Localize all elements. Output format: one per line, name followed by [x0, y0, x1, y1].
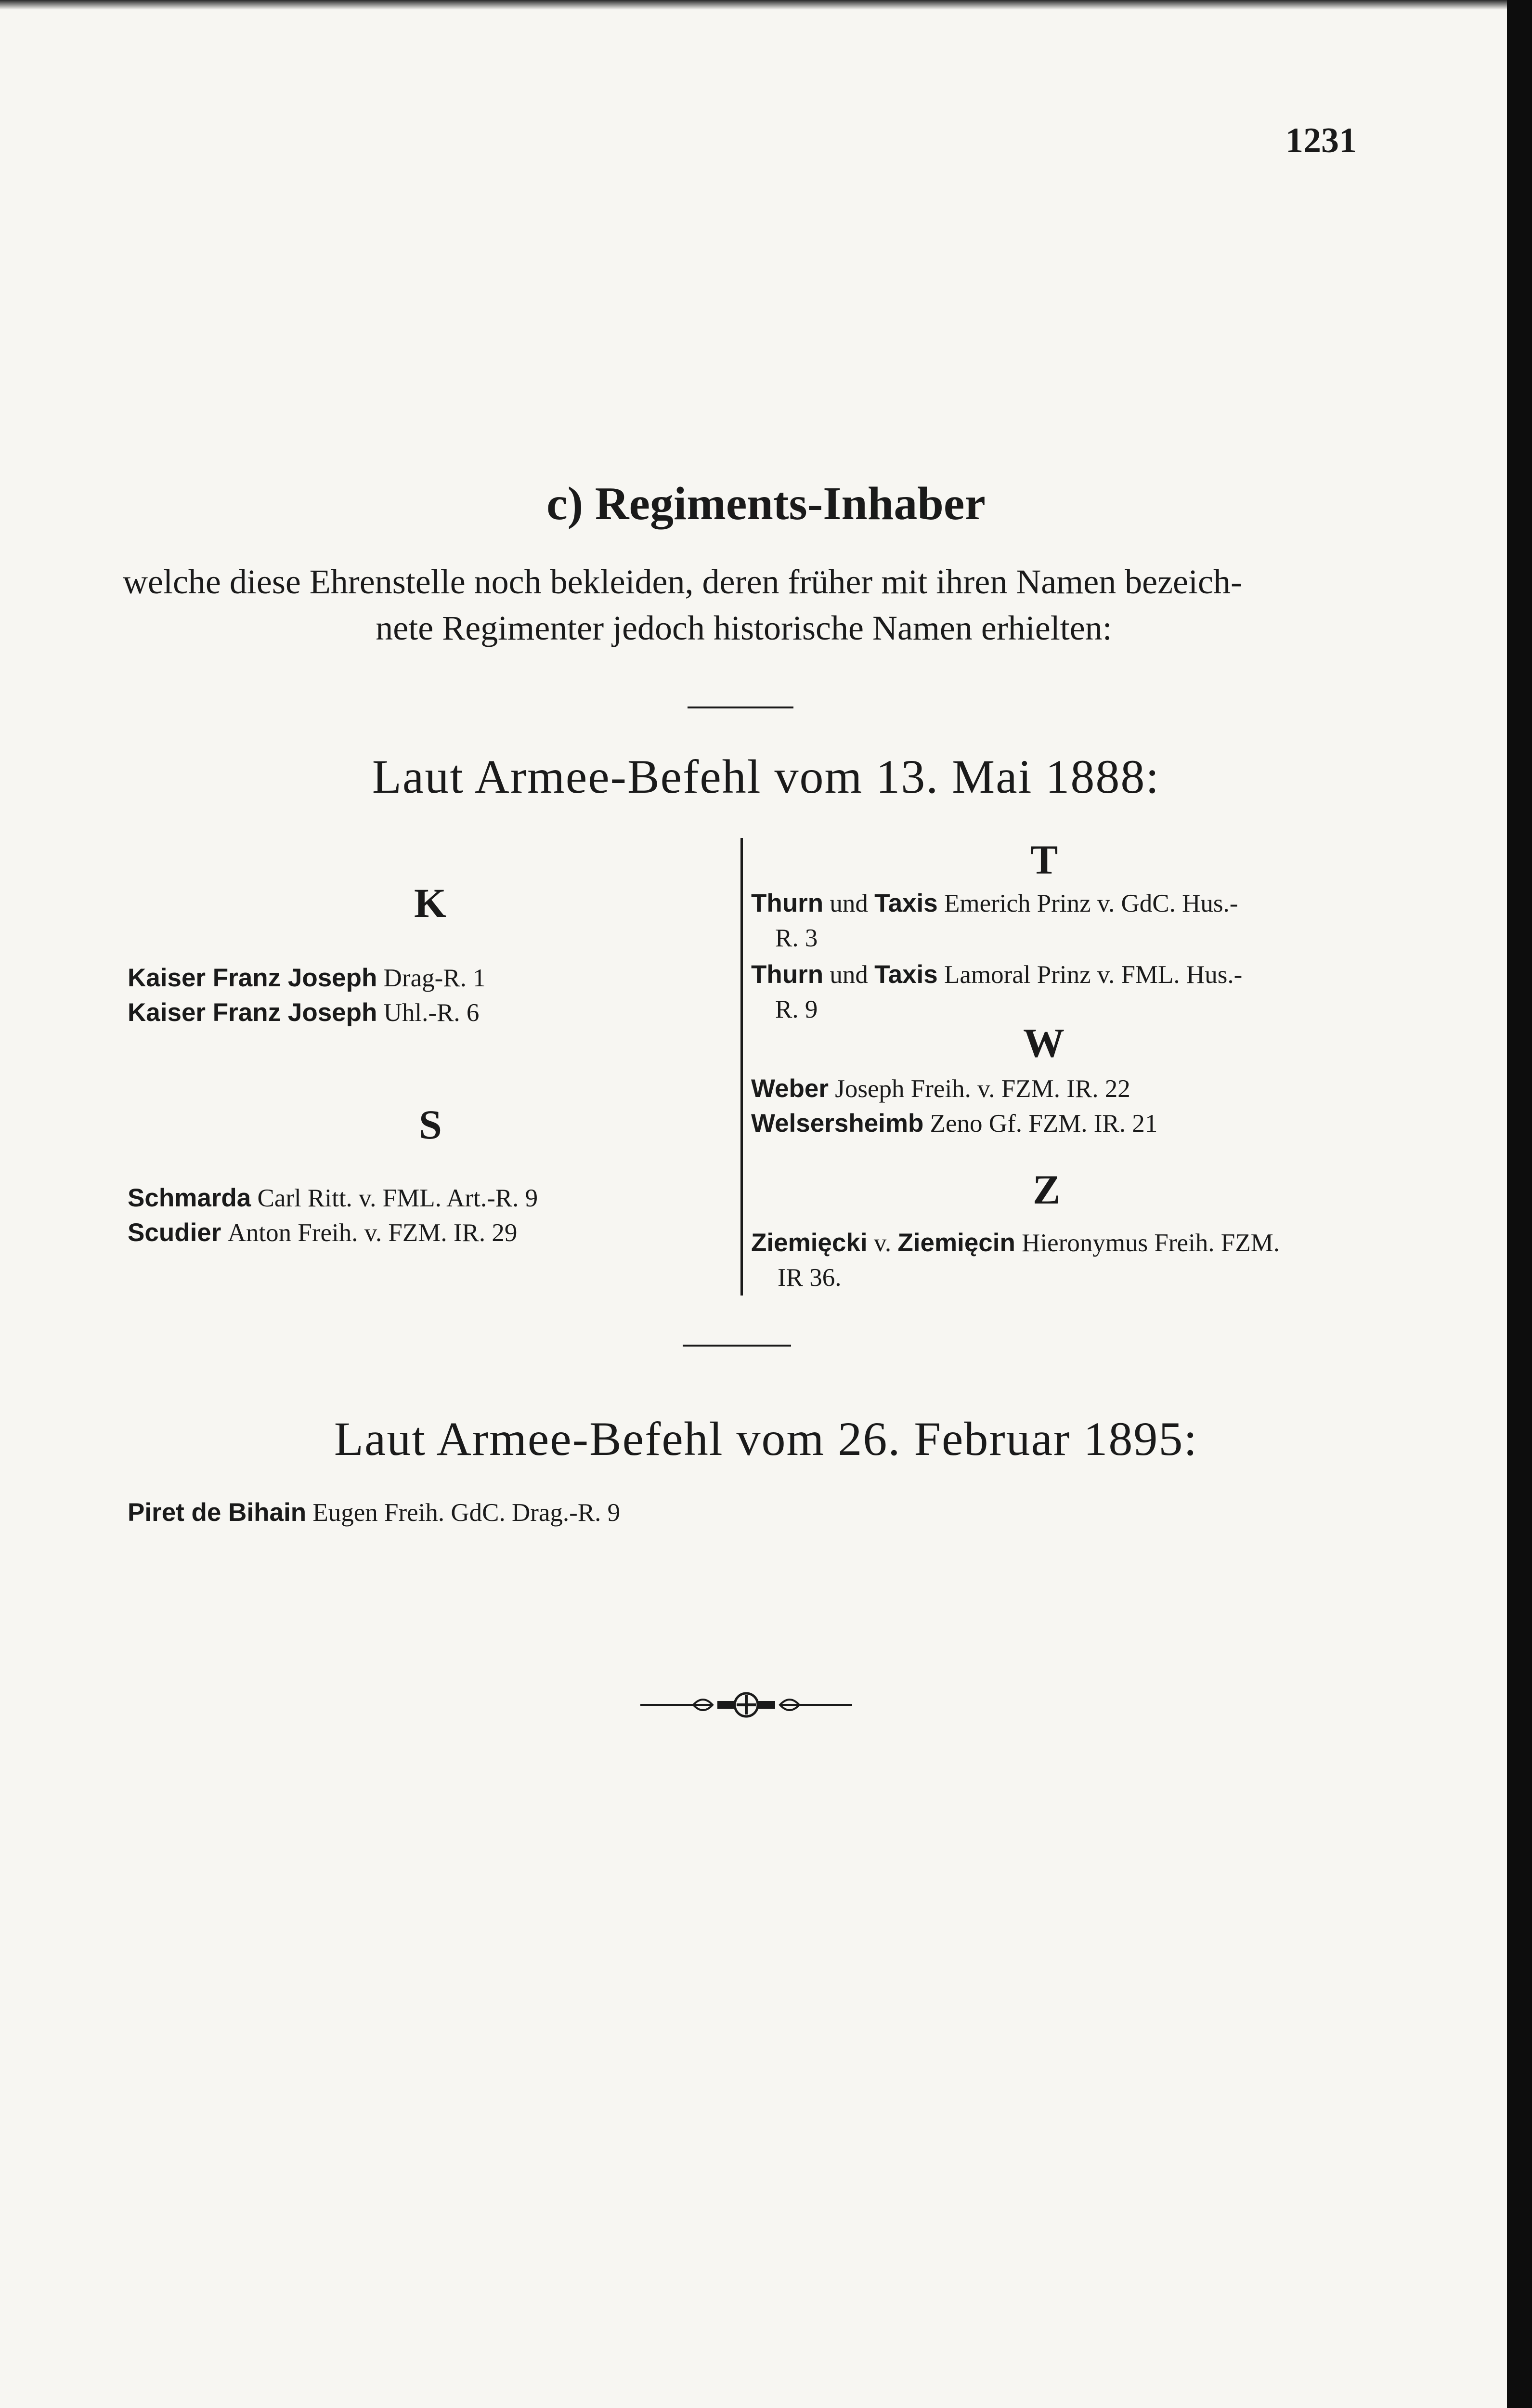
section-heading: c) Regiments-Inhaber — [546, 478, 986, 530]
list-item: Kaiser Franz Joseph Uhl.-R. 6 — [128, 998, 480, 1027]
ornament-divider-icon — [640, 1688, 852, 1722]
letter-s: S — [419, 1101, 442, 1148]
list-item: Ziemięcki v. Ziemięcin Hieronymus Freih. FZM. — [751, 1229, 1280, 1257]
page-number: 1231 — [1285, 121, 1357, 160]
intro-line-1: welche diese Ehrenstelle noch bekleiden, deren früher mit ihren Namen bezeich- — [123, 563, 1242, 601]
law-title-1895: Laut Armee-Befehl vom 26. Februar 1895: — [334, 1412, 1198, 1466]
letter-w: W — [1023, 1020, 1065, 1066]
list-item: Kaiser Franz Joseph Drag-R. 1 — [128, 964, 486, 992]
list-item-continuation: R. 3 — [775, 924, 818, 952]
page-top-edge — [0, 0, 1532, 10]
list-item: Thurn und Taxis Lamoral Prinz v. FML. Hus.- — [751, 960, 1243, 989]
letter-k: K — [414, 880, 446, 926]
list-item: Welsersheimb Zeno Gf. FZM. IR. 21 — [751, 1109, 1158, 1138]
list-item-continuation: R. 9 — [775, 995, 818, 1023]
list-item: Scudier Anton Freih. v. FZM. IR. 29 — [128, 1218, 518, 1247]
page-right-edge — [1507, 0, 1532, 2408]
column-divider — [740, 838, 743, 1296]
letter-t: T — [1030, 837, 1058, 883]
letter-z: Z — [1033, 1166, 1061, 1213]
intro-line-2: nete Regimenter jedoch historische Namen erhielten: — [376, 609, 1112, 647]
list-item: Piret de Bihain Eugen Freih. GdC. Drag.-R. 9 — [128, 1498, 621, 1527]
list-item: Thurn und Taxis Emerich Prinz v. GdC. Hus.- — [751, 889, 1238, 917]
divider-rule-1 — [688, 707, 793, 708]
intro-paragraph — [123, 559, 1365, 651]
law-title-1888: Laut Armee-Befehl vom 13. Mai 1888: — [372, 750, 1160, 803]
list-item-continuation: IR 36. — [778, 1264, 842, 1292]
divider-rule-2 — [683, 1345, 791, 1347]
list-item: Weber Joseph Freih. v. FZM. IR. 22 — [751, 1074, 1130, 1103]
list-item: Schmarda Carl Ritt. v. FML. Art.-R. 9 — [128, 1184, 538, 1212]
